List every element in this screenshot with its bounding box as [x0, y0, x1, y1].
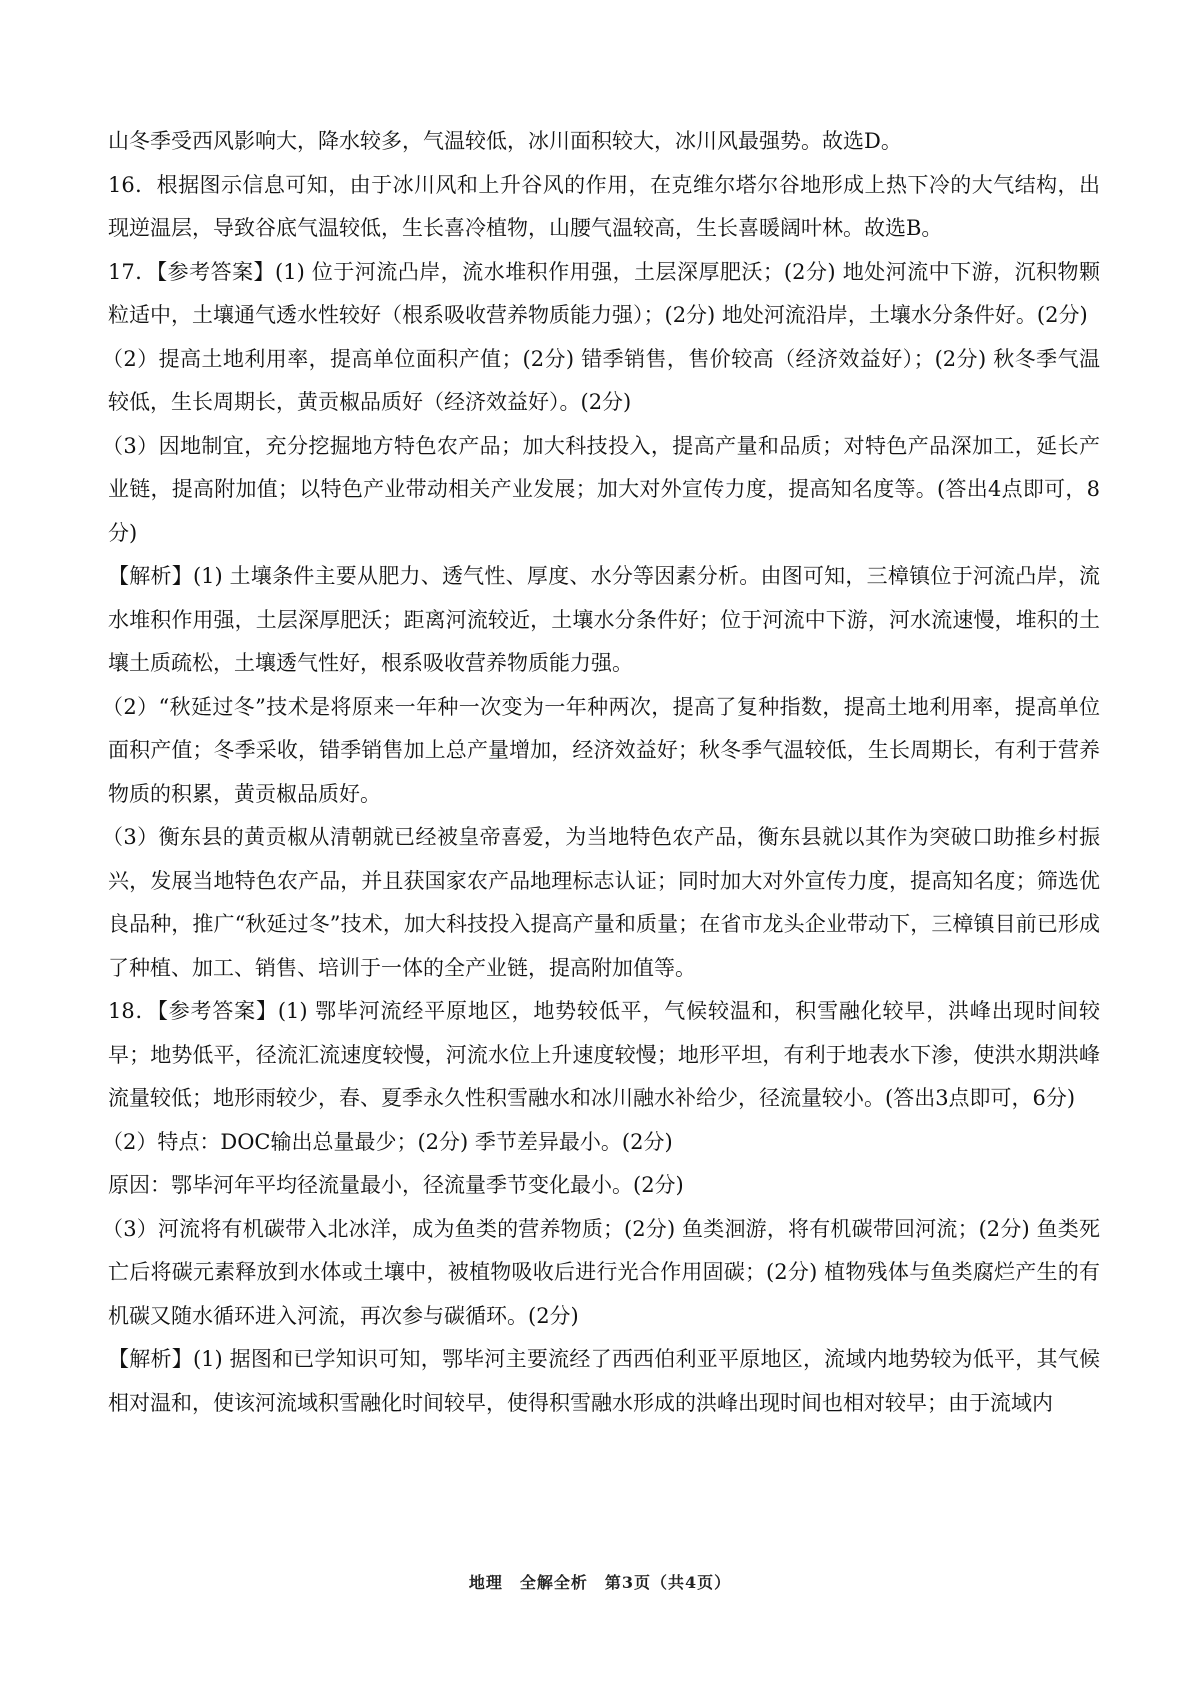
paragraph-q18-answer-2-reason: 原因：鄂毕河年平均径流量最小，径流量季节变化最小。(2分) [108, 1173, 684, 1197]
paragraph-q16: 16．根据图示信息可知，由于冰川风和上升谷风的作用，在克维尔塔尔谷地形成上热下冷的大气结构，出现逆温层，导致谷底气温较低，生长喜冷植物，山腰气温较高，生长喜暖阔叶林。故选B。 [108, 172, 1100, 240]
paragraph-q17-analysis-3: （3）衡东县的黄贡椒从清朝就已经被皇帝喜爱，为当地特色农产品，衡东县就以其作为突破口助推乡村振兴，发展当地特色农产品，并且获国家农产品地理标志认证；同时加大对外宣传力度，提高知名度；筛选优良品种，推广“秋延过冬”技术，加大科技投入提高产量和质量；在省市龙头企业带动下，三樟镇目前已形成了种植、加工、销售、培训于一体的全产业链，提高附加值等。 [102, 825, 1100, 980]
paragraph-q17-analysis-1: 【解析】(1) 土壤条件主要从肥力、透气性、厚度、水分等因素分析。由图可知，三樟镇位于河流凸岸，流水堆积作用强，土层深厚肥沃；距离河流较近，土壤水分条件好；位于河流中下游，河水流速慢，堆积的土壤土质疏松，土壤透气性好，根系吸收营养物质能力强。 [108, 564, 1100, 675]
paragraph-q17-analysis-2: （2）“秋延过冬”技术是将原来一年种一次变为一年种两次，提高了复种指数，提高土地利用率，提高单位面积产值；冬季采收，错季销售加上总产量增加，经济效益好；秋冬季气温较低，生长周期长，有利于营养物质的积累，黄贡椒品质好。 [102, 694, 1100, 806]
paragraph-continuation-q15: 山冬季受西风影响大，降水较多，气温较低，冰川面积较大，冰川风最强势。故选D。 [108, 129, 902, 153]
paragraph-q18-answer-2: （2）特点：DOC输出总量最少；(2分) 季节差异最小。(2分) [102, 1129, 673, 1154]
paragraph-q17-answer-3: （3）因地制宜，充分挖掘地方特色农产品；加大科技投入，提高产量和品质；对特色产品深加工，延长产业链，提高附加值；以特色产业带动相关产业发展；加大对外宣传力度，提高知名度等。(答出4点即可，8分) [102, 433, 1100, 545]
paragraph-q17-answer-1: 17．【参考答案】(1) 位于河流凸岸，流水堆积作用强，土层深厚肥沃；(2分) 地处河流中下游，沉积物颗粒适中，土壤通气透水性较好（根系吸收营养物质能力强）；(2分) 地处河流沿岸，土壤水分条件好。(2分) [108, 259, 1100, 327]
paragraph-q18-analysis-1: 【解析】(1) 据图和已学知识可知，鄂毕河主要流经了西西伯利亚平原地区，流域内地势较为低平，其气候相对温和，使该河流域积雪融化时间较早，使得积雪融水形成的洪峰出现时间也相对较早；由于流域内 [108, 1347, 1100, 1415]
page-footer: 地理 全解全析 第3页（共4页） [468, 1573, 732, 1592]
paragraph-q18-answer-3: （3）河流将有机碳带入北冰洋，成为鱼类的营养物质；(2分) 鱼类洄游，将有机碳带回河流；(2分) 鱼类死亡后将碳元素释放到水体或土壤中，被植物吸收后进行光合作用固碳；(2分) 植物残体与鱼类腐烂产生的有机碳又随水循环进入河流，再次参与碳循环。(2分) [102, 1216, 1100, 1328]
paragraph-q18-answer-1: 18．【参考答案】(1) 鄂毕河流经平原地区，地势较低平，气候较温和，积雪融化较早，洪峰出现时间较早；地势低平，径流汇流速度较慢，河流水位上升速度较慢；地形平坦，有利于地表水下渗，使洪水期洪峰流量较低；地形雨较少，春、夏季永久性积雪融水和冰川融水补给少，径流量较小。(答出3点即可，6分) [108, 999, 1100, 1110]
paragraph-q17-answer-2: （2）提高土地利用率，提高单位面积产值；(2分) 错季销售，售价较高（经济效益好）；(2分) 秋冬季气温较低，生长周期长，黄贡椒品质好（经济效益好）。(2分) [102, 346, 1100, 414]
